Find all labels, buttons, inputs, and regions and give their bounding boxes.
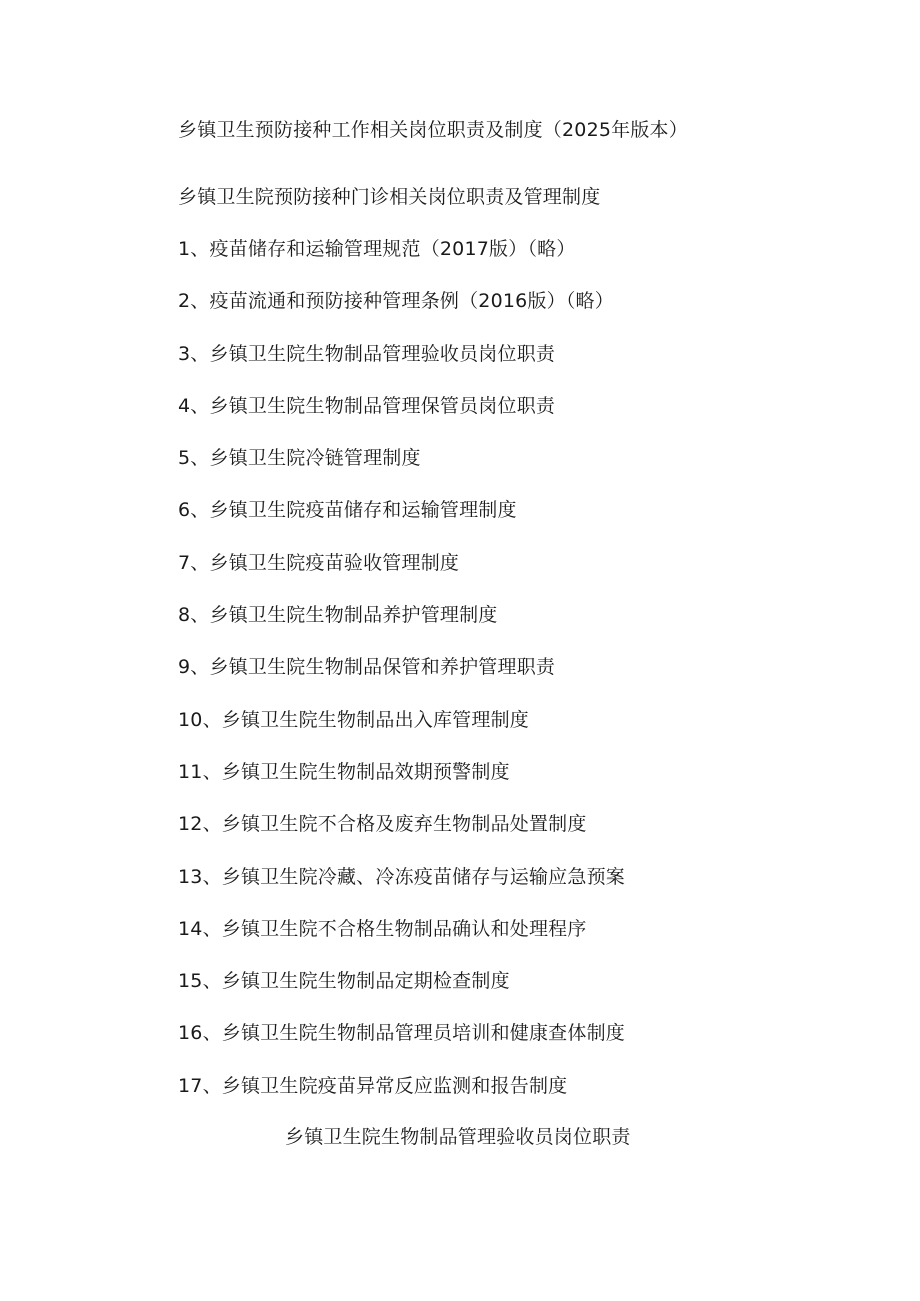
list-item: 7、乡镇卫生院疫苗验收管理制度 [178, 551, 460, 574]
list-item: 10、乡镇卫生院生物制品出入库管理制度 [178, 708, 529, 731]
section-heading: 乡镇卫生院生物制品管理验收员岗位职责 [285, 1126, 631, 1148]
list-item: 2、疫苗流通和预防接种管理条例（2016版）（略） [178, 290, 614, 313]
document-subtitle: 乡镇卫生院预防接种门诊相关岗位职责及管理制度 [178, 186, 601, 208]
list-item: 1、疫苗储存和运输管理规范（2017版）（略） [178, 238, 576, 260]
list-item: 4、乡镇卫生院生物制品管理保管员岗位职责 [178, 394, 556, 417]
table-of-contents [178, 236, 625, 1125]
list-item: 8、乡镇卫生院生物制品养护管理制度 [178, 604, 498, 627]
list-item: 17、乡镇卫生院疫苗异常反应监测和报告制度 [178, 1074, 568, 1097]
list-item: 16、乡镇卫生院生物制品管理员培训和健康查体制度 [178, 1022, 625, 1045]
list-item: 5、乡镇卫生院冷链管理制度 [178, 447, 421, 470]
list-item: 6、乡镇卫生院疫苗储存和运输管理制度 [178, 499, 517, 522]
list-item: 9、乡镇卫生院生物制品保管和养护管理职责 [178, 656, 556, 679]
list-item: 13、乡镇卫生院冷藏、冷冻疫苗储存与运输应急预案 [178, 865, 625, 888]
list-item: 12、乡镇卫生院不合格及废弃生物制品处置制度 [178, 813, 587, 836]
list-item: 15、乡镇卫生院生物制品定期检查制度 [178, 970, 510, 993]
list-item: 14、乡镇卫生院不合格生物制品确认和处理程序 [178, 917, 587, 940]
list-item: 11、乡镇卫生院生物制品效期预警制度 [178, 760, 510, 783]
list-item: 3、乡镇卫生院生物制品管理验收员岗位职责 [178, 342, 556, 365]
document-title: 乡镇卫生预防接种工作相关岗位职责及制度（2025年版本） [178, 119, 688, 141]
